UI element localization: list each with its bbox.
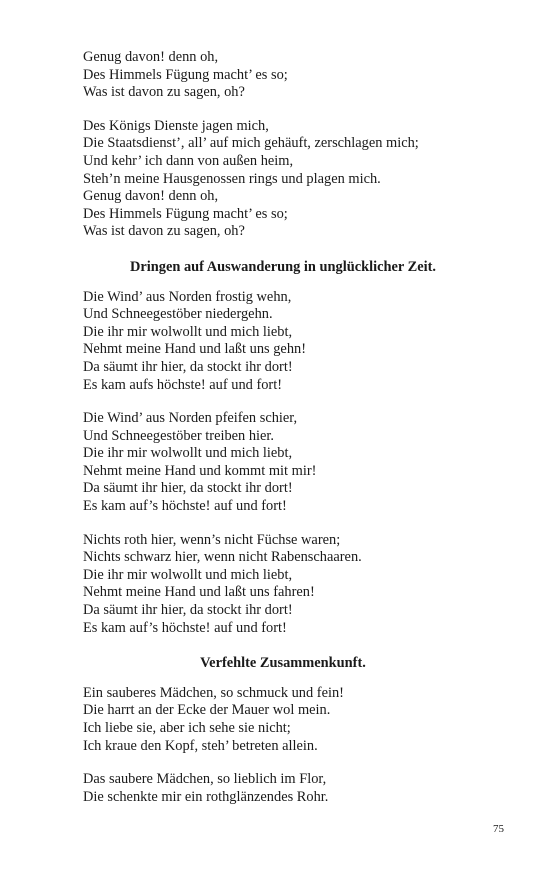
verse-line: Was ist davon zu sagen, oh? [83,84,245,101]
poem-title: Dringen auf Auswanderung in unglücklicher Zeit. [130,258,436,275]
verse-line: Da säumt ihr hier, da stockt ihr dort! [83,358,293,375]
verse-line: Das saubere Mädchen, so lieblich im Flor, [83,771,327,788]
verse-line: Und kehr’ ich dann von außen heim, [83,152,294,169]
verse-line: Es kam auf’s höchste! auf und fort! [83,619,287,636]
page-number: 75 [493,823,504,835]
poem-section [83,655,483,806]
verse-line: Ich liebe sie, aber ich sehe sie nicht; [83,720,291,736]
stanza [83,410,483,516]
verse-line: Da säumt ihr hier, da stockt ihr dort! [83,602,293,619]
stanza [83,118,483,241]
verse-line: Was ist davon zu sagen, oh? [83,223,245,240]
verse-line: Die Wind’ aus Norden frostig wehn, [83,288,292,305]
stanza [83,49,483,102]
verse-line: Des Himmels Fügung macht’ es so; [83,66,288,83]
verse-line: Genug davon! denn oh, [83,188,219,205]
verse-line: Es kam aufs höchste! auf und fort! [83,376,283,393]
poem-title: Verfehlte Zusammenkunft. [200,655,366,672]
verse-line: Und Schneegestöber niedergehn. [83,306,273,323]
stanza [83,685,483,755]
stanza [83,771,483,806]
verse-line: Die harrt an der Ecke der Mauer wol mein. [83,702,331,719]
verse-line: Nehmt meine Hand und kommt mit mir! [83,462,317,479]
verse-line: Nichts roth hier, wenn’s nicht Füchse waren; [83,531,341,548]
verse-line: Genug davon! denn oh, [83,49,219,65]
verse-line: Nehmt meine Hand und laßt uns gehn! [83,341,307,358]
verse-line: Des Himmels Fügung macht’ es so; [83,205,288,222]
verse-line: Die Staatsdienst’, all’ auf mich gehäuft, zerschlagen mich; [83,135,419,152]
verse-line: Ich kraue den Kopf, steh’ betreten allein. [83,737,318,754]
stanza [83,532,483,638]
poem-section [83,49,483,241]
page-text [83,49,483,822]
verse-line: Und Schneegestöber treiben hier. [83,427,275,444]
verse-line: Da säumt ihr hier, da stockt ihr dort! [83,480,293,497]
verse-line: Nichts schwarz hier, wenn nicht Rabenschaaren. [83,549,362,566]
stanza [83,289,483,395]
poem-section [83,259,483,637]
verse-line: Nehmt meine Hand und laßt uns fahren! [83,584,315,601]
verse-line: Die ihr mir wolwollt und mich liebt, [83,566,293,583]
verse-line: Des Königs Dienste jagen mich, [83,117,269,134]
verse-line: Die ihr mir wolwollt und mich liebt, [83,323,293,340]
verse-line: Es kam auf’s höchste! auf und fort! [83,498,287,515]
verse-line: Die ihr mir wolwollt und mich liebt, [83,445,293,462]
verse-line: Ein sauberes Mädchen, so schmuck und fein! [83,684,344,701]
verse-line: Steh’n meine Hausgenossen rings und plagen mich. [83,170,381,187]
verse-line: Die schenkte mir ein rothglänzendes Rohr. [83,788,329,805]
verse-line: Die Wind’ aus Norden pfeifen schier, [83,410,298,427]
